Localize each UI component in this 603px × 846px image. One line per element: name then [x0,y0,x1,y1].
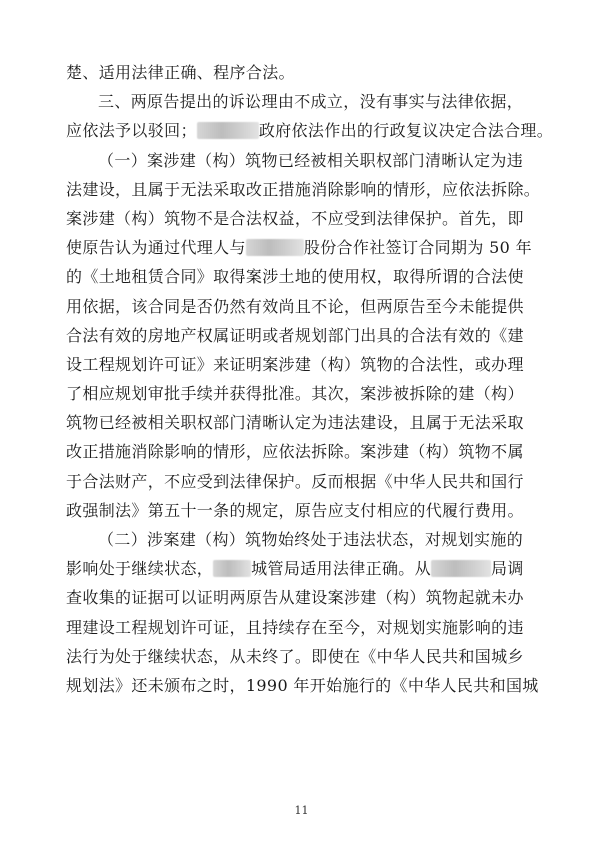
text-line [66,525,556,554]
text-segment: 的《土地租赁合同》取得案涉土地的使用权，取得所谓的合法使 [66,267,524,287]
text-segment: 政府依法作出的行政复议决定合法合理。 [258,121,554,141]
text-segment: 楚、适用法律正确、程序合法。 [66,63,295,82]
text-line [66,116,556,145]
text-line [66,262,556,291]
text-line [66,408,556,437]
text-line [66,233,556,262]
page-number: 11 [294,804,309,817]
text-line [66,467,556,496]
text-line [66,671,556,700]
text-segment: 局调 [491,559,524,579]
text-line [66,204,556,233]
text-segment: 规划法》还未颁布之时，1990 年开始施行的《中华人民共和国城 [66,675,539,695]
text-segment: 改正措施消除影响的情形，应依法拆除。案涉建（构）筑物不属 [66,442,524,462]
text-segment: 案涉建（构）筑物不是合法权益，不应受到法律保护。首先，即 [66,208,524,228]
text-segment: 合法有效的房地产权属证明或者规划部门出具的合法有效的《建 [66,325,524,345]
text-segment: 使原告认为通过代理人与 [66,238,246,258]
text-line [66,58,556,87]
text-segment: 用依据，该合同是否仍然有效尚且不论，但两原告至今未能提供 [66,296,524,316]
text-segment: 城管局适用法律正确。从 [251,559,432,579]
text-segment: 理建设工程规划许可证，且持续存在至今，对规划实施影响的违 [66,617,524,637]
body-text [66,58,556,700]
text-line [66,175,556,204]
text-segment: 法建设，且属于无法采取改正措施消除影响的情形，应依法拆除。 [66,179,541,199]
text-segment: 法行为处于继续状态，从未终了。即使在《中华人民共和国城乡 [66,646,524,666]
text-line [66,292,556,321]
text-segment: 于合法财产，不应受到法律保护。反而根据《中华人民共和国行 [66,471,524,491]
text-line [66,554,556,583]
text-segment: 应依法予以驳回； [66,121,197,141]
text-line [66,583,556,612]
redaction-mark [197,122,259,139]
text-line [66,379,556,408]
text-line [66,437,556,466]
redaction-mark [431,560,491,577]
text-line [66,350,556,379]
text-segment: （二）涉案建（构）筑物始终处于违法状态，对规划实施的 [98,530,524,549]
text-segment: 三、两原告提出的诉讼理由不成立，没有事实与法律依据， [98,92,524,112]
text-segment: （一）案涉建（构）筑物已经被相关职权部门清晰认定为违 [98,150,524,170]
text-line [66,87,556,116]
text-line [66,146,556,175]
redaction-mark [246,239,304,256]
redaction-mark [213,560,251,577]
text-segment: 股份合作社签订合同期为 50 年 [303,238,532,258]
text-segment: 设工程规划许可证》来证明案涉建（构）筑物的合法性，或办理 [66,354,524,374]
text-line [66,321,556,350]
text-segment: 政强制法》第五十一条的规定，原告应支付相应的代履行费用。 [66,500,524,520]
text-segment: 影响处于继续状态， [66,559,214,579]
text-segment: 查收集的证据可以证明两原告从建设案涉建（构）筑物起就未办 [66,588,524,608]
text-line [66,642,556,671]
text-segment: 筑物已经被相关职权部门清晰认定为违法建设，且属于无法采取 [66,413,524,433]
text-line [66,496,556,525]
text-segment: 了相应规划审批手续并获得批准。其次，案涉被拆除的建（构） [66,384,524,404]
text-line [66,613,556,642]
